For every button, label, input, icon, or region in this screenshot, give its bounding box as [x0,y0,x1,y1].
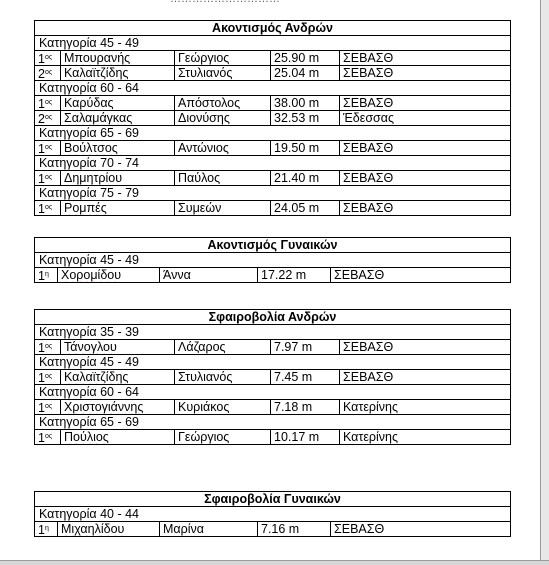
first-name-cell: Συμεών [175,201,271,215]
club-cell: ΣΕΒΑΣΘ [334,268,385,282]
rank-suffix: ος [44,99,53,106]
rank-cell [35,66,61,80]
club-cell: ΣΕΒΑΣΘ [343,370,394,384]
category-row: Κατηγορία 70 - 74 [35,156,510,171]
rank-cell [35,430,61,444]
club-cell: Κατερίνης [343,430,399,444]
table-shot-put-men [34,309,511,445]
first-name-cell: Κυριάκος [175,400,271,414]
table-title: Ακοντισμός Ανδρών [35,21,510,36]
rank-number: 1 [38,401,45,414]
rank-suffix: ος [44,69,53,76]
result-row [35,522,510,536]
mark-cell: 10.17 m [271,430,340,444]
result-row [35,268,510,282]
category-row: Κατηγορία 45 - 49 [35,36,510,51]
table-shot-put-women [34,491,511,537]
result-row [35,430,510,444]
club-cell: ΣΕΒΑΣΘ [343,340,394,354]
club-cell: ΣΕΒΑΣΘ [343,51,394,65]
rank-cell [35,522,58,536]
club-cell: ΣΕΒΑΣΘ [343,171,394,185]
surname-cell [61,111,175,125]
rank-cell [35,340,61,354]
category-row: Κατηγορία 45 - 49 [35,355,510,370]
spellcheck-underlined-text: Μπουρανής [64,51,131,65]
surname-cell [61,370,175,384]
rank-number: 1 [38,202,45,215]
club-cell: ΣΕΒΑΣΘ [343,141,394,155]
rank-number: 1 [38,142,45,155]
surname-cell [61,400,175,414]
rank-suffix: η [44,271,49,278]
spellcheck-underlined-text: Χριστογιάννης [64,400,144,414]
category-row: Κατηγορία 65 - 69 [35,415,510,430]
page-edge-bottom [0,560,549,565]
rank-cell [35,171,61,185]
surname-cell [61,340,175,354]
mark-cell: 25.90 m [271,51,340,65]
table-title: Ακοντισμός Γυναικών [35,238,510,253]
club-cell: ΣΕΒΑΣΘ [334,522,385,536]
rank-suffix: ος [44,54,53,61]
rank-suffix: ος [44,174,53,181]
surname-cell [58,268,160,282]
surname-cell [61,66,175,80]
mark-cell: 7.45 m [271,370,340,384]
first-name-cell: Διονύσης [175,111,271,125]
club-cell: ΣΕΒΑΣΘ [343,66,394,80]
mark-cell: 38.00 m [271,96,340,110]
result-row [35,340,510,355]
category-row: Κατηγορία 75 - 79 [35,186,510,201]
rank-cell [35,370,61,384]
surname-cell [61,51,175,65]
first-name-cell: Γεώργιος [175,51,271,65]
category-row: Κατηγορία 40 - 44 [35,507,510,522]
mark-cell: 32.53 m [271,111,340,125]
spellcheck-underlined-text: Μιχαηλίδου [61,522,125,536]
rank-number: 1 [38,97,45,110]
first-name-cell: Στυλιανός [175,370,271,384]
rank-number: 1 [38,52,45,65]
rank-suffix: ος [44,373,53,380]
mark-cell: 24.05 m [271,201,340,215]
rank-cell [35,111,61,125]
club-cell: ΣΕΒΑΣΘ [343,96,394,110]
surname-cell [58,522,160,536]
result-row [35,66,510,81]
mark-cell: 21.40 m [271,171,340,185]
rank-suffix: ος [44,403,53,410]
page-top-fragment [170,0,420,3]
rank-number: 1 [38,269,45,282]
first-name-cell: Παύλος [175,171,271,185]
first-name-cell: Λάζαρος [175,340,271,354]
rank-cell [35,201,61,215]
rank-cell [35,400,61,414]
rank-number: 1 [38,341,45,354]
category-row: Κατηγορία 35 - 39 [35,325,510,340]
category-row: Κατηγορία 60 - 64 [35,81,510,96]
first-name-cell: Γεώργιος [175,430,271,444]
rank-cell [35,96,61,110]
club-cell: ΣΕΒΑΣΘ [343,201,394,215]
mark-cell: 19.50 m [271,141,340,155]
club-cell: Έδεσσας [343,111,395,125]
surname-cell [61,141,175,155]
category-row: Κατηγορία 60 - 64 [35,385,510,400]
rank-cell [35,268,58,282]
first-name-cell: Στυλιανός [175,66,271,80]
result-row [35,370,510,385]
result-row [35,171,510,186]
rank-suffix: ος [44,114,53,121]
result-row [35,400,510,415]
club-cell: Κατερίνης [343,400,399,414]
spellcheck-underlined-text: Πούλιος [64,430,109,444]
rank-suffix: ος [44,144,53,151]
category-row: Κατηγορία 45 - 49 [35,253,510,268]
result-row [35,51,510,66]
rank-suffix: η [44,525,49,532]
spellcheck-underlined-text: Ρομπές [64,201,107,215]
result-row [35,111,510,126]
result-row [35,141,510,156]
spellcheck-underlined-text: Καλαϊτζίδης [64,370,129,384]
result-row [35,201,510,215]
rank-suffix: ος [44,343,53,350]
first-name-cell: Άννα [160,268,258,282]
surname-cell: Καρύδας [61,96,175,110]
first-name-cell: Μαρίνα [160,522,258,536]
table-title: Σφαιροβολία Ανδρών [35,310,510,325]
rank-number: 2 [38,67,45,80]
spellcheck-underlined-text: Βούλτσος [64,141,118,155]
rank-cell [35,51,61,65]
rank-number: 2 [38,112,45,125]
mark-cell: 7.16 m [258,522,331,536]
page-edge-right [540,0,549,564]
rank-suffix: ος [44,204,53,211]
spellcheck-underlined-text: Σαλαμάγκας [64,111,133,125]
spellcheck-underlined-text: Καλαϊτζίδης [64,66,129,80]
table-javelin-women [34,237,511,283]
rank-suffix: ος [44,433,53,440]
surname-cell [61,430,175,444]
table-javelin-men [34,20,511,216]
mark-cell: 25.04 m [271,66,340,80]
mark-cell: 7.97 m [271,340,340,354]
mark-cell: 7.18 m [271,400,340,414]
first-name-cell: Αντώνιος [175,141,271,155]
first-name-cell: Απόστολος [175,96,271,110]
spellcheck-underlined-text: Τάνογλου [64,340,117,354]
rank-cell [35,141,61,155]
spellcheck-underlined-text: Χορομίδου [61,268,122,282]
table-title: Σφαιροβολία Γυναικών [35,492,510,507]
mark-cell: 17.22 m [258,268,331,282]
surname-cell [61,201,175,215]
rank-number: 1 [38,371,45,384]
rank-number: 1 [38,431,45,444]
result-row [35,96,510,111]
category-row: Κατηγορία 65 - 69 [35,126,510,141]
rank-number: 1 [38,172,45,185]
rank-number: 1 [38,523,45,536]
surname-cell: Δημητρίου [61,171,175,185]
